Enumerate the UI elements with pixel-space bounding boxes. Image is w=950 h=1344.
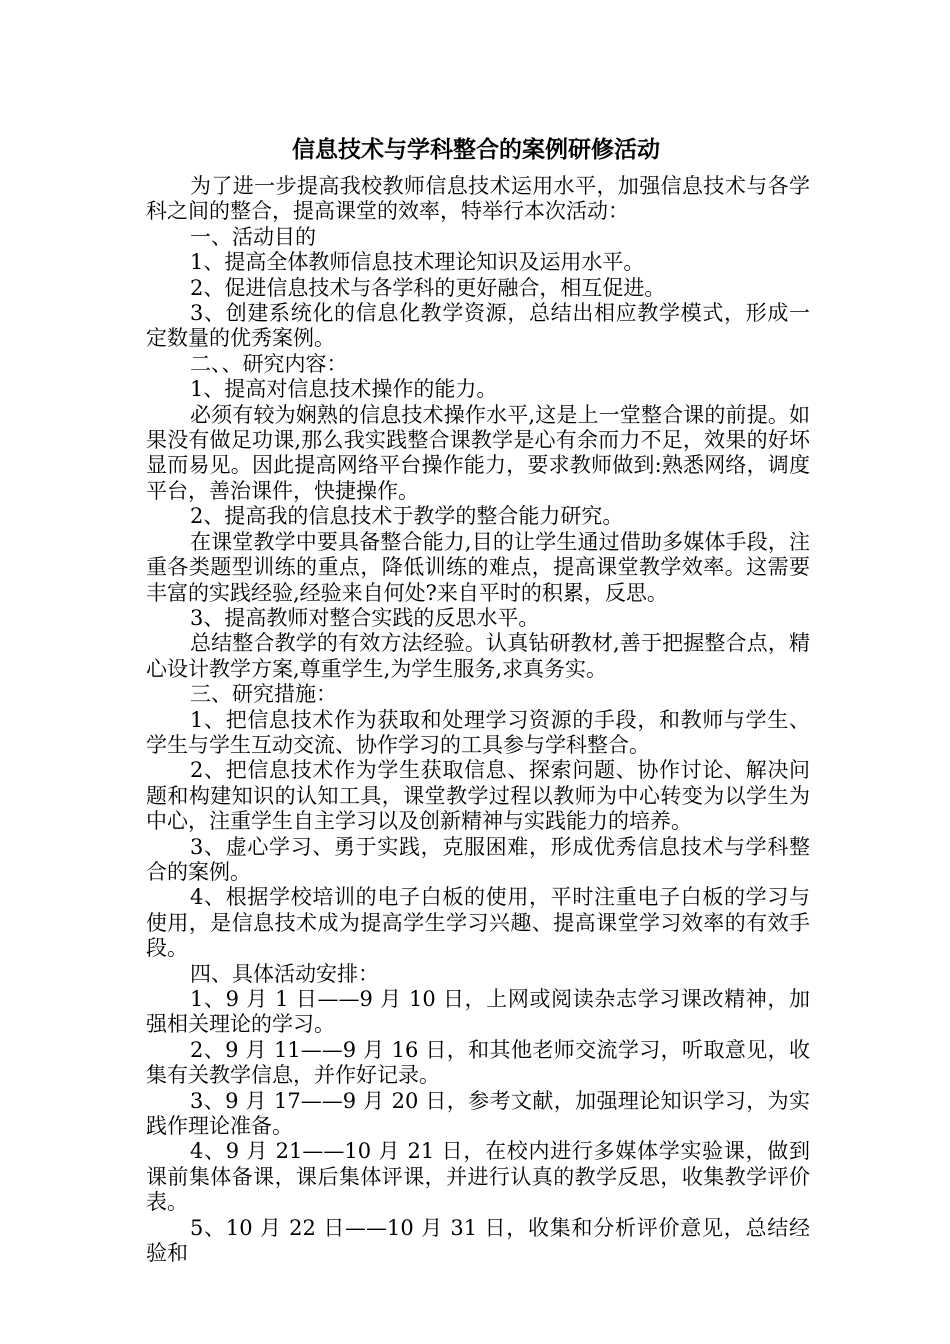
paragraph: 3、创建系统化的信息化教学资源，总结出相应教学模式，形成一定数量的优秀案例。 bbox=[146, 301, 810, 351]
paragraph: 1、提高对信息技术操作的能力。 bbox=[190, 377, 498, 402]
document-title: 信息技术与学科整合的案例研修活动 bbox=[292, 136, 660, 163]
paragraph: 4、9 月 21——10 月 21 日，在校内进行多媒体学实验课，做到课前集体备课，课后集体评课，并进行认真的教学反思，收集教学评价表。 bbox=[146, 1139, 810, 1215]
paragraph: 总结整合教学的有效方法经验。认真钻研教材,善于把握整合点，精心设计教学方案,尊重学生,为学生服务,求真务实。 bbox=[146, 631, 810, 681]
paragraph: 1、提高全体教师信息技术理论知识及运用水平。 bbox=[190, 250, 645, 275]
document-body bbox=[146, 174, 810, 1266]
paragraph: 三、研究措施： bbox=[190, 682, 337, 707]
paragraph: 二、、研究内容： bbox=[190, 351, 348, 376]
paragraph: 2、9 月 11——9 月 16 日，和其他老师交流学习，听取意见，收集有关教学信息，并作好记录。 bbox=[146, 1037, 810, 1088]
paragraph: 3、提高教师对整合实践的反思水平。 bbox=[190, 605, 540, 630]
paragraph: 2、促进信息技术与各学科的更好融合，相互促进。 bbox=[190, 275, 666, 300]
paragraph: 2、提高我的信息技术于教学的整合能力研究。 bbox=[190, 504, 624, 529]
paragraph: 为了进一步提高我校教师信息技术运用水平，加强信息技术与各学科之间的整合，提高课堂的效率，特举行本次活动： bbox=[146, 174, 810, 224]
paragraph: 3、虚心学习、勇于实践，克服困难，形成优秀信息技术与学科整合的案例。 bbox=[146, 834, 810, 884]
paragraph: 4、根据学校培训的电子白板的使用，平时注重电子白板的学习与使用，是信息技术成为提高学生学习兴趣、提高课堂学习效率的有效手段。 bbox=[146, 885, 810, 961]
paragraph: 必须有较为娴熟的信息技术操作水平,这是上一堂整合课的前提。如果没有做足功课,那么我实践整合课教学是心有余而力不足，效果的好坏显而易见。因此提高网络平台操作能力，要求教师做到:熟悉网络，调度平台，善治课件，快捷操作。 bbox=[146, 402, 810, 503]
paragraph: 5、10 月 22 日——10 月 31 日，收集和分析评价意见，总结经验和 bbox=[146, 1215, 810, 1266]
paragraph: 1、9 月 1 日——9 月 10 日，上网或阅读杂志学习课改精神，加强相关理论的学习。 bbox=[146, 987, 810, 1037]
paragraph: 1、把信息技术作为获取和处理学习资源的手段，和教师与学生、学生与学生互动交流、协作学习的工具参与学科整合。 bbox=[146, 707, 810, 757]
paragraph: 一、活动目的 bbox=[190, 224, 316, 249]
paragraph: 四、具体活动安排： bbox=[190, 961, 379, 986]
paragraph: 2、把信息技术作为学生获取信息、探索问题、协作讨论、解决问题和构建知识的认知工具，课堂教学过程以教师为中心转变为以学生为中心，注重学生自主学习以及创新精神与实践能力的培养。 bbox=[146, 758, 810, 834]
paragraph: 3、9 月 17——9 月 20 日，参考文献，加强理论知识学习，为实践作理论准备。 bbox=[146, 1088, 810, 1139]
paragraph: 在课堂教学中要具备整合能力,目的让学生通过借助多媒体手段，注重各类题型训练的重点，降低训练的难点，提高课堂教学效率。这需要丰富的实践经验,经验来自何处?来自平时的积累，反思。 bbox=[146, 529, 810, 605]
